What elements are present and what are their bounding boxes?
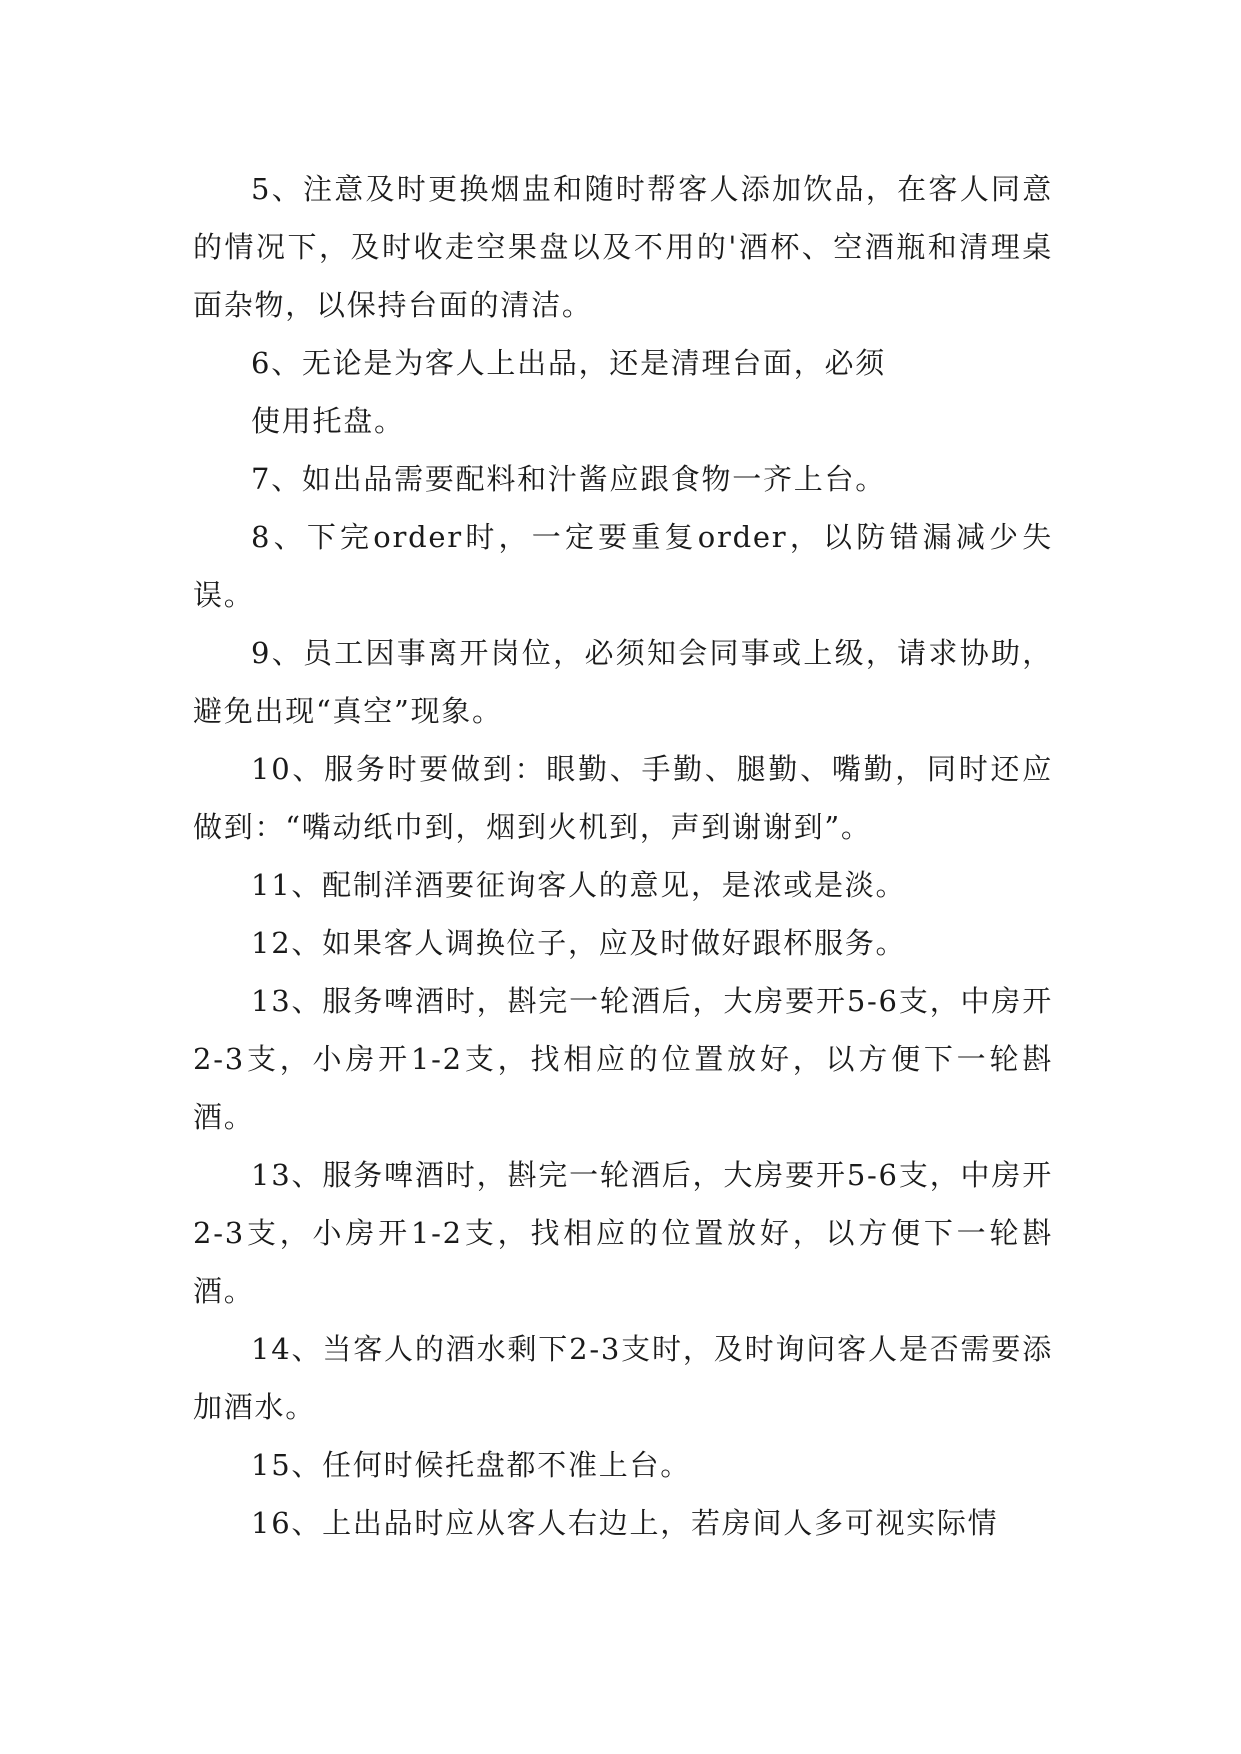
paragraph-15: 15、任何时候托盘都不准上台。 (251, 1448, 692, 1482)
paragraph-14: 14、当客人的酒水剩下2-3支时，及时询问客人是否需要添加酒水。 (193, 1332, 1053, 1424)
document-body (193, 160, 1053, 1552)
paragraph-9: 9、员工因事离开岗位，必须知会同事或上级，请求协助，避免出现“真空”现象。 (193, 636, 1053, 728)
paragraph-7: 7、如出品需要配料和汁酱应跟食物一齐上台。 (251, 462, 886, 496)
paragraph-12: 12、如果客人调换位子，应及时做好跟杯服务。 (251, 926, 907, 960)
paragraph-13-repeat: 13、服务啤酒时，斟完一轮酒后，大房要开5-6支，中房开2-3支，小房开1-2支，找相应的位置放好，以方便下一轮斟酒。 (193, 1158, 1053, 1308)
paragraph-6-continuation: 使用托盘。 (251, 404, 405, 438)
paragraph-5: 5、注意及时更换烟盅和随时帮客人添加饮品，在客人同意的情况下，及时收走空果盘以及不用的'酒杯、空酒瓶和清理桌面杂物，以保持台面的清洁。 (193, 172, 1053, 322)
paragraph-10: 10、服务时要做到：眼勤、手勤、腿勤、嘴勤，同时还应做到：“嘴动纸巾到，烟到火机到，声到谢谢到”。 (193, 752, 1053, 844)
paragraph-11: 11、配制洋酒要征询客人的意见，是浓或是淡。 (251, 868, 907, 902)
paragraph-13: 13、服务啤酒时，斟完一轮酒后，大房要开5-6支，中房开2-3支，小房开1-2支，找相应的位置放好，以方便下一轮斟酒。 (193, 984, 1053, 1134)
paragraph-8: 8、下完order时，一定要重复order，以防错漏减少失误。 (193, 520, 1053, 612)
paragraph-6: 6、无论是为客人上出品，还是清理台面，必须 (251, 346, 886, 380)
paragraph-16: 16、上出品时应从客人右边上，若房间人多可视实际情 (251, 1506, 999, 1540)
